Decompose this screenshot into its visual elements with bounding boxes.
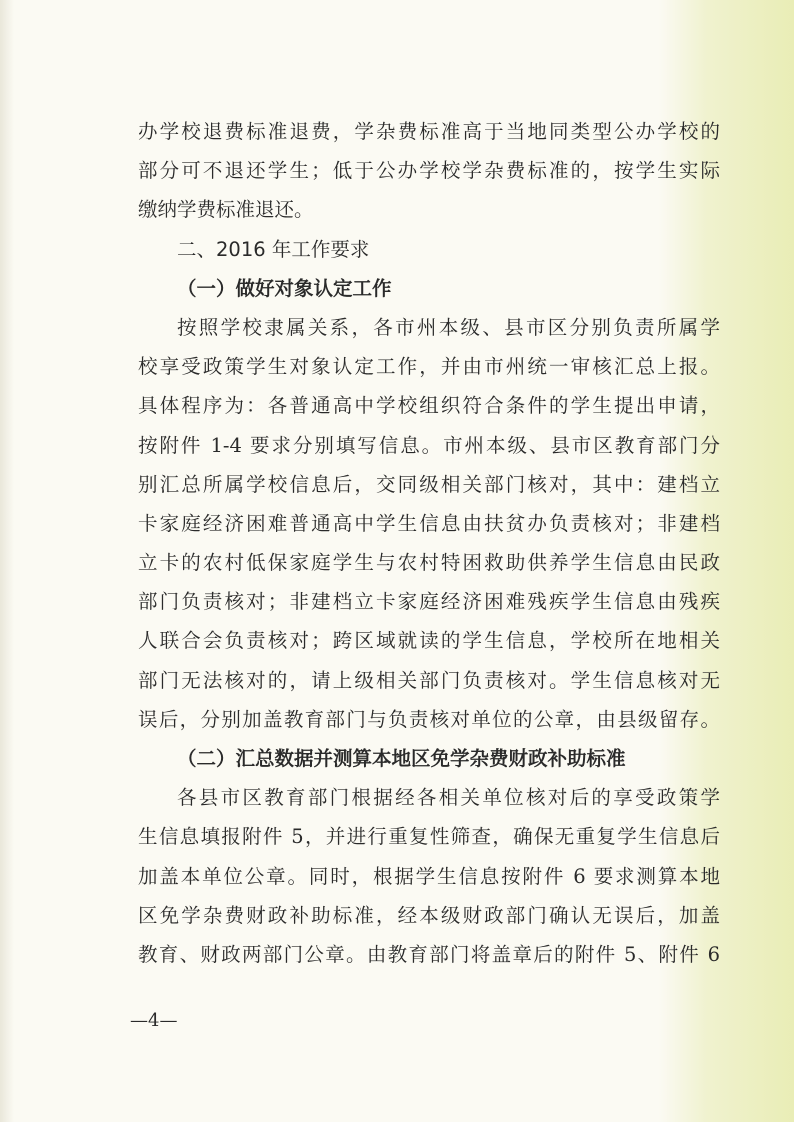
- paragraph-last-line: 缴纳学费标准退还。: [138, 198, 314, 222]
- paragraph-line: 教育、财政两部门公章。由教育部门将盖章后的附件 5、附件 6: [138, 942, 720, 966]
- paragraph-line: 校享受政策学生对象认定工作，并由市州统一审核汇总上报。: [138, 355, 720, 379]
- paragraph-first-line: 按照学校隶属关系，各市州本级、县市区分别负责所属学: [177, 315, 720, 339]
- paragraph-line: 区免学杂费财政补助标准，经本级财政部门确认无误后，加盖: [138, 903, 720, 927]
- paragraph-line: 立卡的农村低保家庭学生与农村特困救助供养学生信息由民政: [138, 551, 720, 575]
- scan-left-edge: [0, 0, 14, 1122]
- paragraph-first-line: 各县市区教育部门根据经各相关单位核对后的享受政策学: [177, 786, 720, 810]
- paragraph-line: 人联合会负责核对；跨区域就读的学生信息，学校所在地相关: [138, 629, 720, 653]
- paragraph-line: 按附件 1-4 要求分别填写信息。市州本级、县市区教育部门分: [138, 433, 720, 457]
- section-heading: 二、2016 年工作要求: [177, 237, 370, 261]
- paragraph-line: 生信息填报附件 5，并进行重复性筛查，确保无重复学生信息后: [138, 825, 720, 849]
- paragraph-line: 别汇总所属学校信息后，交同级相关部门核对，其中：建档立: [138, 472, 720, 496]
- paragraph-line: 具体程序为：各普通高中学校组织符合条件的学生提出申请，: [138, 394, 720, 418]
- paragraph-line: 部门负责核对；非建档立卡家庭经济困难残疾学生信息由残疾: [138, 590, 720, 614]
- paragraph-line: 部门无法核对的，请上级相关部门负责核对。学生信息核对无: [138, 668, 720, 692]
- document-body: [138, 112, 720, 974]
- subsection-heading: （二）汇总数据并测算本地区免学杂费财政补助标准: [177, 747, 626, 770]
- paragraph-line: 卡家庭经济困难普通高中学生信息由扶贫办负责核对；非建档: [138, 511, 720, 535]
- page-number: —4—: [130, 1010, 178, 1031]
- paragraph-line: 误后，分别加盖教育部门与负责核对单位的公章，由县级留存。: [138, 707, 720, 731]
- paragraph-line: 办学校退费标准退费，学杂费标准高于当地同类型公办学校的: [138, 120, 720, 143]
- paragraph-line: 加盖本单位公章。同时，根据学生信息按附件 6 要求测算本地: [138, 864, 720, 888]
- subsection-heading: （一）做好对象认定工作: [177, 276, 392, 300]
- paragraph-line: 部分可不退还学生；低于公办学校学杂费标准的，按学生实际: [138, 159, 720, 183]
